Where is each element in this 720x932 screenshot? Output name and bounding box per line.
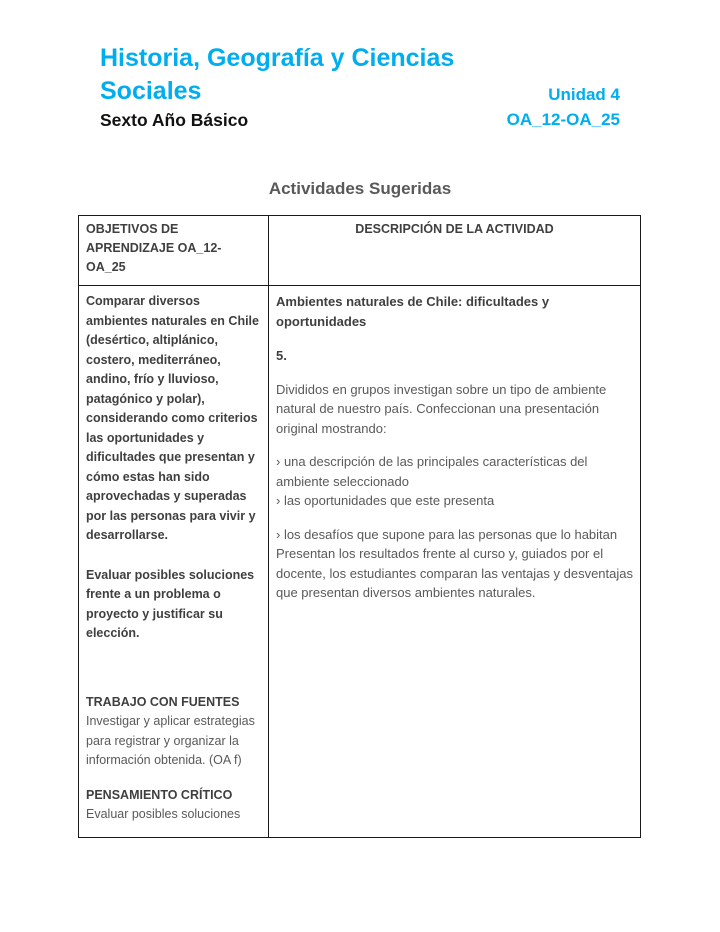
- document-header: [100, 42, 620, 131]
- activity-intro: Divididos en grupos investigan sobre un tipo de ambiente natural de nuestro país. Confeccionan una presentación original mostrando:: [276, 381, 607, 436]
- objective-compare: Comparar diversos ambientes naturales en Chile (desértico, altiplánico, costero, mediterráneo, andino, frío y lluvioso, patagónico y polar), considerando como criterios las oportunidades y dificultades que presentan y cómo estas han sido aprovechadas y superadas por las personas para vivir y desarrollarse.: [86, 294, 259, 542]
- document-title: Historia, Geografía y Ciencias Sociales: [100, 44, 455, 105]
- unit-label: Unidad 4: [548, 85, 620, 104]
- activity-bullet: › las oportunidades que este presenta: [276, 493, 495, 508]
- oa-code: OA_12-OA_25: [506, 110, 620, 129]
- document-subtitle: Sexto Año Básico: [100, 110, 249, 130]
- activity-title: Ambientes naturales de Chile: dificultades y oportunidades: [276, 294, 550, 329]
- sources-heading: TRABAJO CON FUENTES: [86, 694, 240, 709]
- activity-closing: › los desafíos que supone para las personas que lo habitan Presentan los resultados frente al curso y, guiados por el docente, los estudiantes comparan las ventajas y desventajas que presentan diversos ambientes naturales.: [276, 526, 633, 600]
- critical-thinking-heading: PENSAMIENTO CRÍTICO: [86, 787, 233, 802]
- objective-evaluate: Evaluar posibles soluciones frente a un problema o proyecto y justificar su elección.: [86, 567, 255, 640]
- activities-table: [78, 215, 641, 838]
- description-column-header: DESCRIPCIÓN DE LA ACTIVIDAD: [269, 216, 641, 286]
- section-title: Actividades Sugeridas: [268, 179, 452, 198]
- sources-text: Investigar y aplicar estrategias para registrar y organizar la información obtenida. (OA f): [86, 714, 255, 767]
- table-body-row: [79, 286, 641, 838]
- objectives-cell: [79, 286, 269, 838]
- activity-number: 5.: [276, 348, 287, 363]
- table-header-row: [79, 216, 641, 286]
- objectives-column-header: OBJETIVOS DE APRENDIZAJE OA_12-OA_25: [79, 216, 269, 286]
- activity-bullet: › una descripción de las principales características del ambiente seleccionado: [276, 454, 588, 489]
- activity-description-cell: [269, 286, 641, 838]
- critical-thinking-text: Evaluar posibles soluciones: [86, 807, 241, 821]
- activity-bullet-list: [276, 452, 633, 511]
